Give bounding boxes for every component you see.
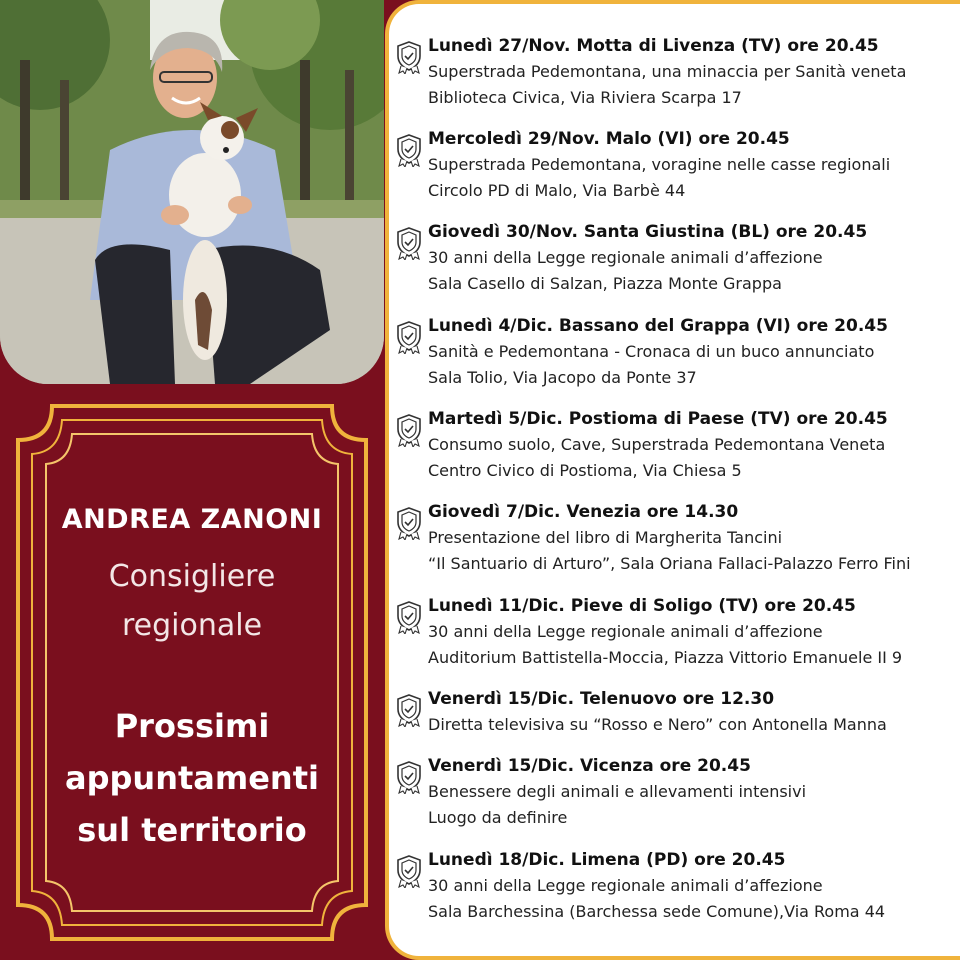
event-title: Lunedì 27/Nov. Motta di Livenza (TV) ore 20.45 xyxy=(428,36,879,56)
event-location: “Il Santuario di Arturo”, Sala Oriana Fallaci-Palazzo Ferro Fini xyxy=(428,554,911,573)
event-title: Lunedì 11/Dic. Pieve di Soligo (TV) ore 20.45 xyxy=(428,596,856,616)
event-topic: Superstrada Pedemontana, una minaccia per Sanità veneta xyxy=(428,62,907,81)
badge-check-icon xyxy=(395,600,423,634)
event-item xyxy=(389,129,960,209)
badge-check-icon xyxy=(395,760,423,794)
event-location: Sala Tolio, Via Jacopo da Ponte 37 xyxy=(428,368,697,387)
portrait-illustration xyxy=(0,0,384,384)
role-line-2: regionale xyxy=(121,608,263,643)
ornamental-frame xyxy=(12,400,372,945)
event-item xyxy=(389,316,960,396)
badge-check-icon xyxy=(395,320,423,354)
event-topic: 30 anni della Legge regionale animali d’affezione xyxy=(428,876,823,895)
event-item xyxy=(389,409,960,489)
event-item xyxy=(389,850,960,930)
events-panel xyxy=(385,0,960,960)
event-location: Centro Civico di Postioma, Via Chiesa 5 xyxy=(428,461,742,480)
headline-line-3: sul territorio xyxy=(77,811,307,849)
event-title: Mercoledì 29/Nov. Malo (VI) ore 20.45 xyxy=(428,129,790,149)
event-topic: Presentazione del libro di Margherita Tancini xyxy=(428,528,783,547)
headline-line-1: Prossimi xyxy=(114,707,270,745)
badge-check-icon xyxy=(395,693,423,727)
role-line-1: Consigliere xyxy=(108,559,276,594)
event-item xyxy=(389,502,960,582)
event-title: Venerdì 15/Dic. Telenuovo ore 12.30 xyxy=(428,689,775,709)
badge-check-icon xyxy=(395,854,423,888)
headline xyxy=(12,700,372,856)
event-title: Martedì 5/Dic. Postioma di Paese (TV) ore 20.45 xyxy=(428,409,888,429)
event-item xyxy=(389,756,960,836)
event-topic: Benessere degli animali e allevamenti intensivi xyxy=(428,782,807,801)
event-location: Auditorium Battistella-Moccia, Piazza Vittorio Emanuele II 9 xyxy=(428,648,903,667)
event-topic: Consumo suolo, Cave, Superstrada Pedemontana Veneta xyxy=(428,435,886,454)
badge-check-icon xyxy=(395,40,423,74)
event-item xyxy=(389,36,960,116)
event-topic: 30 anni della Legge regionale animali d’affezione xyxy=(428,248,823,267)
event-location: Sala Barchessina (Barchessa sede Comune),Via Roma 44 xyxy=(428,902,886,921)
event-item xyxy=(389,596,960,676)
event-item xyxy=(389,222,960,302)
portrait-photo xyxy=(0,0,384,384)
event-location: Luogo da definire xyxy=(428,808,568,827)
event-topic: 30 anni della Legge regionale animali d’affezione xyxy=(428,622,823,641)
title-card xyxy=(12,400,372,945)
event-topic: Diretta televisiva su “Rosso e Nero” con Antonella Manna xyxy=(428,715,887,734)
event-topic: Sanità e Pedemontana - Cronaca di un buco annunciato xyxy=(428,342,875,361)
event-location: Circolo PD di Malo, Via Barbè 44 xyxy=(428,181,686,200)
event-location: Sala Casello di Salzan, Piazza Monte Grappa xyxy=(428,274,782,293)
badge-check-icon xyxy=(395,226,423,260)
event-topic: Superstrada Pedemontana, voragine nelle casse regionali xyxy=(428,155,891,174)
event-title: Giovedì 7/Dic. Venezia ore 14.30 xyxy=(428,502,739,522)
person-name: ANDREA ZANONI xyxy=(61,504,323,535)
badge-check-icon xyxy=(395,133,423,167)
event-title: Lunedì 18/Dic. Limena (PD) ore 20.45 xyxy=(428,850,786,870)
person-role xyxy=(12,552,372,650)
headline-line-2: appuntamenti xyxy=(65,759,319,797)
badge-check-icon xyxy=(395,413,423,447)
event-location: Biblioteca Civica, Via Riviera Scarpa 17 xyxy=(428,88,742,107)
badge-check-icon xyxy=(395,506,423,540)
event-title: Venerdì 15/Dic. Vicenza ore 20.45 xyxy=(428,756,751,776)
event-title: Giovedì 30/Nov. Santa Giustina (BL) ore 20.45 xyxy=(428,222,868,242)
event-title: Lunedì 4/Dic. Bassano del Grappa (VI) ore 20.45 xyxy=(428,316,888,336)
